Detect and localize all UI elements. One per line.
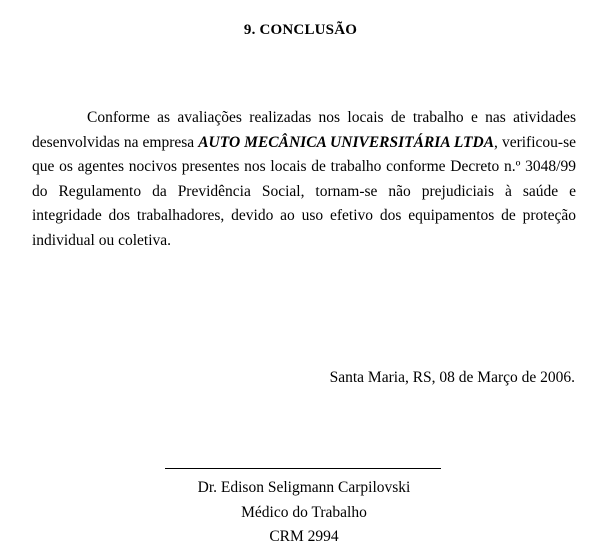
conclusion-paragraph	[32, 106, 576, 254]
signature-line	[165, 468, 441, 469]
paragraph-text-end: , verificou-se que os agentes nocivos presentes nos locais de trabalho conforme Decreto n.º 3048/99 do Regulamento da Previdência Social, tornam-se não prejudiciais à saúde e integridade dos trabalhadores, devido ao uso efetivo dos equipamentos de proteção individual ou coletiva.	[32, 133, 576, 249]
signer-registration: CRM 2994	[269, 528, 339, 545]
signer-role: Médico do Trabalho	[241, 503, 367, 521]
signer-name: Dr. Edison Seligmann Carpilovski	[197, 479, 411, 496]
company-name: AUTO MECÂNICA UNIVERSITÁRIA LTDA	[198, 133, 495, 151]
paragraph-text-start: Conforme as avaliações realizadas nos locais de trabalho e nas atividades desenvolvidas na empresa	[32, 109, 576, 151]
signature-block	[155, 476, 453, 550]
place-and-date: Santa Maria, RS, 08 de Março de 2006.	[329, 369, 575, 386]
section-title: 9. CONCLUSÃO	[243, 22, 358, 38]
